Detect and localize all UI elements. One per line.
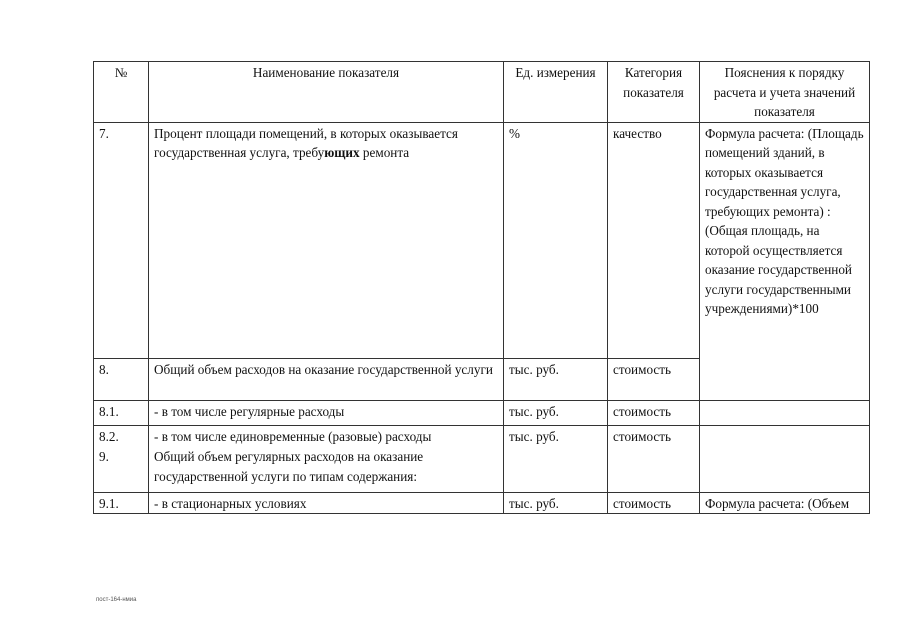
row-unit: тыс. руб. [504, 400, 608, 425]
row-num: 8.1. [94, 400, 149, 425]
row-name-text: Процент площади помещений, в которых оказывается государственная услуга, требу [154, 125, 458, 160]
indicators-table [93, 61, 870, 514]
row-category: стоимость [608, 492, 700, 514]
row-unit: % [504, 122, 608, 358]
row-name: Общий объем регулярных расходов на оказание государственной услуги по типам содержания: [149, 446, 504, 492]
table-row [94, 492, 870, 514]
header-num: № [94, 62, 149, 123]
table-row [94, 425, 870, 446]
table-header-row [94, 62, 870, 123]
row-unit: тыс. руб. [504, 358, 608, 400]
row-num: 8. [94, 358, 149, 400]
header-unit: Ед. измерения [504, 62, 608, 123]
row-num: 9.1. [94, 492, 149, 514]
table-row [94, 446, 870, 492]
row-name: Общий объем расходов на оказание государственной услуги [149, 358, 504, 400]
row-num: 9. [94, 446, 149, 492]
row-category: стоимость [608, 358, 700, 400]
row-unit: тыс. руб. [504, 425, 608, 446]
row-num: 8.2. [94, 425, 149, 446]
row-notes [700, 358, 870, 400]
row-category: стоимость [608, 425, 700, 446]
row-category: качество [608, 122, 700, 358]
row-name-bold: ющих [324, 145, 360, 160]
row-notes: Формула расчета: (Площадь помещений зданий, в которых оказывается государственная услуга, требующих ремонта) : (Общая площадь, на которой осуществляется оказание государственной услуги государственными учреждениями)*100 [700, 122, 870, 358]
header-name: Наименование показателя [149, 62, 504, 123]
row-category [608, 446, 700, 492]
row-category: стоимость [608, 400, 700, 425]
row-notes [700, 400, 870, 425]
table-row [94, 122, 870, 358]
row-name: - в том числе единовременные (разовые) расходы [149, 425, 504, 446]
row-notes: Формула расчета: (Объем [700, 492, 870, 514]
row-unit: тыс. руб. [504, 492, 608, 514]
row-notes [700, 446, 870, 492]
header-notes: Пояснения к порядку расчета и учета значений показателя [700, 62, 870, 123]
row-num: 7. [94, 122, 149, 358]
table-row [94, 358, 870, 400]
footer-code: пост-164-нмиа [96, 597, 137, 603]
row-unit [504, 446, 608, 492]
table-row [94, 400, 870, 425]
row-name-tail: ремонта [359, 145, 410, 160]
row-name: - в том числе регулярные расходы [149, 400, 504, 425]
row-name [149, 122, 504, 358]
row-notes [700, 425, 870, 446]
header-category: Категория показателя [608, 62, 700, 123]
row-name: - в стационарных условиях [149, 492, 504, 514]
